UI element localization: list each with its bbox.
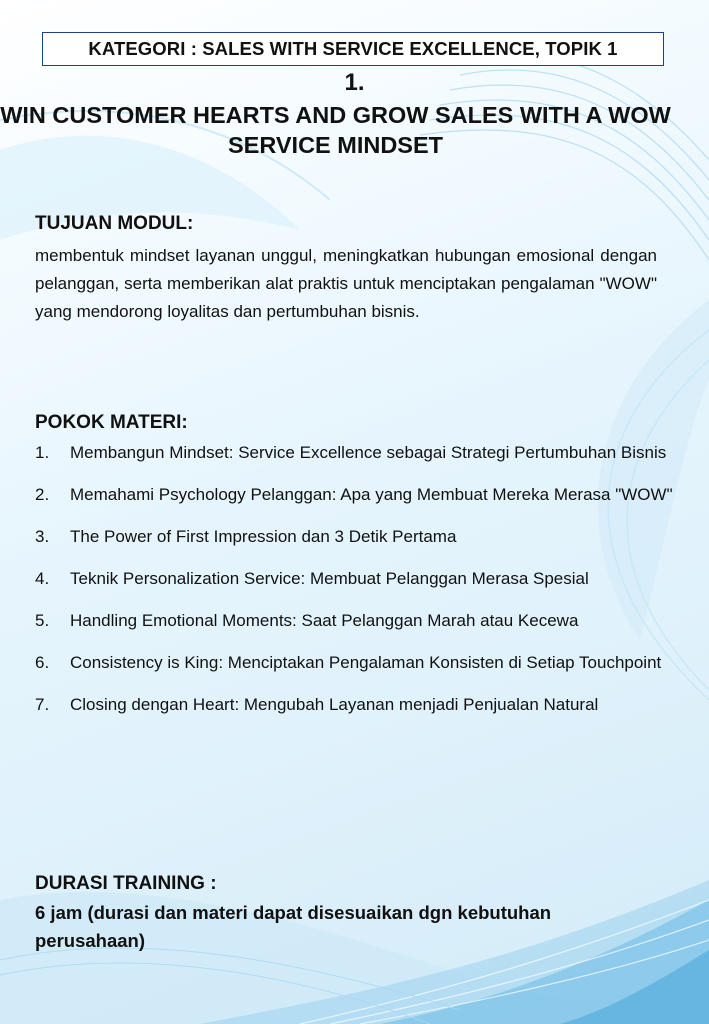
item-text: Teknik Personalization Service: Membuat Pelanggan Merasa Spesial [70, 569, 589, 588]
durasi-heading: DURASI TRAINING : [35, 873, 217, 894]
tujuan-text: membentuk mindset layanan unggul, meningkatkan hubungan emosional dengan pelanggan, serta memberikan alat praktis untuk menciptakan pengalaman "WOW" yang mendorong loyalitas dan pertumbuhan bisnis. [35, 246, 657, 321]
item-number: 7. [35, 695, 50, 714]
durasi-text: 6 jam (durasi dan materi dapat disesuaikan dgn kebutuhan perusahaan) [35, 902, 552, 951]
item-number: 1. [35, 443, 50, 462]
title-number: 1. [344, 69, 365, 96]
category-label: KATEGORI : SALES WITH SERVICE EXCELLENCE, TOPIK 1 [88, 38, 618, 59]
page-title: WIN CUSTOMER HEARTS AND GROW SALES WITH A WOW SERVICE MINDSET [0, 102, 671, 158]
pokok-heading: POKOK MATERI: [35, 412, 188, 433]
list-item [35, 438, 675, 468]
list-item [35, 480, 675, 510]
item-text: Handling Emotional Moments: Saat Pelanggan Marah atau Kecewa [70, 611, 579, 630]
item-number: 3. [35, 527, 50, 546]
item-number: 5. [35, 611, 50, 630]
list-item [35, 690, 675, 720]
tujuan-heading: TUJUAN MODUL: [35, 213, 194, 234]
list-item [35, 648, 675, 678]
list-item [35, 564, 675, 594]
item-text: Consistency is King: Menciptakan Pengalaman Konsisten di Setiap Touchpoint [70, 653, 662, 672]
item-number: 6. [35, 653, 50, 672]
list-item [35, 606, 675, 636]
category-box [42, 32, 664, 66]
item-text: Closing dengan Heart: Mengubah Layanan menjadi Penjualan Natural [70, 695, 599, 714]
item-text: Membangun Mindset: Service Excellence sebagai Strategi Pertumbuhan Bisnis [70, 443, 667, 462]
item-text: Memahami Psychology Pelanggan: Apa yang Membuat Mereka Merasa "WOW" [70, 485, 673, 504]
pokok-list [35, 438, 675, 732]
list-item [35, 522, 675, 552]
item-number: 4. [35, 569, 50, 588]
item-number: 2. [35, 485, 50, 504]
item-text: The Power of First Impression dan 3 Detik Pertama [70, 527, 457, 546]
